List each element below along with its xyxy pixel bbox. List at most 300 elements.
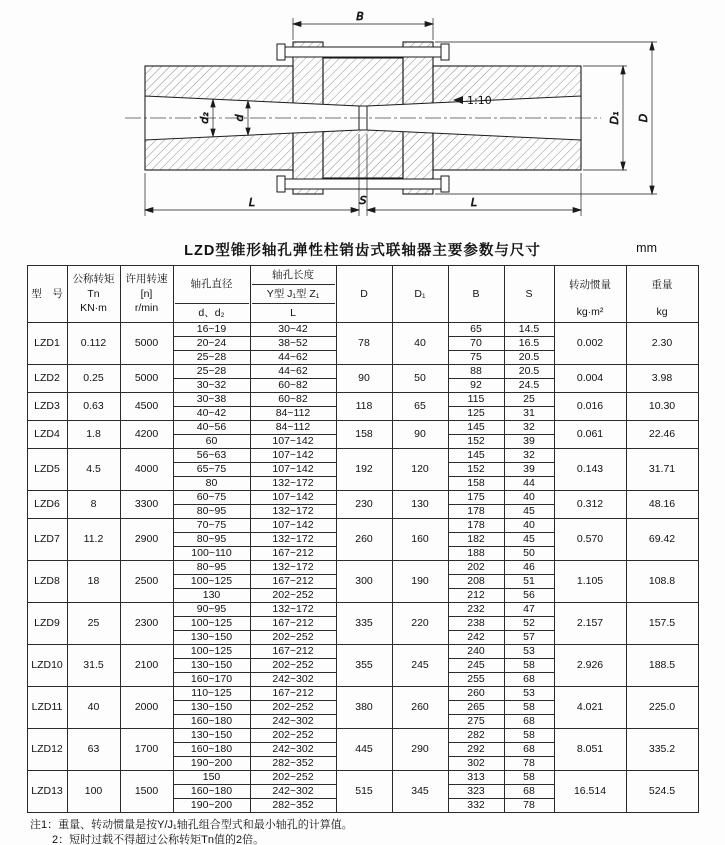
cell-bore-diameter: 20~24 bbox=[173, 337, 250, 351]
cell-D1: 260 bbox=[392, 687, 448, 729]
cell-bore-length: 38~52 bbox=[250, 337, 336, 351]
cell-S: 40 bbox=[504, 491, 554, 505]
cell-inertia: 0.061 bbox=[554, 421, 626, 449]
cell-B: 255 bbox=[448, 673, 504, 687]
cell-inertia: 1.105 bbox=[554, 561, 626, 603]
cell-speed: 5000 bbox=[120, 365, 173, 393]
header-weight-l2: kg bbox=[656, 306, 668, 318]
cell-D1: 220 bbox=[392, 603, 448, 645]
cell-B: 125 bbox=[448, 407, 504, 421]
cell-S: 14.5 bbox=[504, 323, 554, 337]
cell-weight: 3.98 bbox=[626, 365, 698, 393]
cell-weight: 157.5 bbox=[626, 603, 698, 645]
cell-S: 16.5 bbox=[504, 337, 554, 351]
cell-B: 302 bbox=[448, 757, 504, 771]
cell-weight: 31.71 bbox=[626, 449, 698, 491]
cell-bore-diameter: 160~180 bbox=[173, 743, 250, 757]
col-header-model bbox=[27, 266, 67, 323]
cell-D1: 40 bbox=[392, 323, 448, 365]
table-row bbox=[27, 687, 698, 701]
cell-B: 115 bbox=[448, 393, 504, 407]
cell-bore-length: 107~142 bbox=[250, 519, 336, 533]
cell-bore-length: 84~112 bbox=[250, 407, 336, 421]
cell-B: 70 bbox=[448, 337, 504, 351]
cell-bore-length: 167~212 bbox=[250, 547, 336, 561]
cell-torque: 18 bbox=[67, 561, 120, 603]
dim-label-s: S bbox=[359, 194, 366, 207]
cell-S: 78 bbox=[504, 757, 554, 771]
cell-S: 47 bbox=[504, 603, 554, 617]
cell-S: 31 bbox=[504, 407, 554, 421]
cell-bore-length: 202~252 bbox=[250, 659, 336, 673]
header-speed-l2: [n] bbox=[140, 287, 153, 300]
cell-D1: 345 bbox=[392, 771, 448, 813]
table-row bbox=[27, 393, 698, 407]
header-D-label: D bbox=[360, 287, 368, 300]
cell-speed: 1500 bbox=[120, 771, 173, 813]
cell-B: 260 bbox=[448, 687, 504, 701]
cell-S: 20.5 bbox=[504, 351, 554, 365]
cell-S: 58 bbox=[504, 659, 554, 673]
cell-S: 68 bbox=[504, 673, 554, 687]
cell-bore-length: 107~142 bbox=[250, 435, 336, 449]
cell-D: 445 bbox=[336, 729, 392, 771]
cell-inertia: 0.143 bbox=[554, 449, 626, 491]
table-row bbox=[27, 771, 698, 785]
cell-model: LZD2 bbox=[27, 365, 67, 393]
cell-bore-length: 132~172 bbox=[250, 533, 336, 547]
cell-bore-diameter: 25~28 bbox=[173, 351, 250, 365]
header-speed-l1: 许用转速 bbox=[125, 273, 168, 286]
header-row bbox=[27, 266, 698, 323]
cell-model: LZD5 bbox=[27, 449, 67, 491]
cell-D1: 130 bbox=[392, 491, 448, 519]
cell-bore-length: 44~62 bbox=[250, 351, 336, 365]
cell-S: 51 bbox=[504, 575, 554, 589]
cell-bore-diameter: 110~125 bbox=[173, 687, 250, 701]
cell-model: LZD10 bbox=[27, 645, 67, 687]
unit-label: mm bbox=[636, 241, 657, 255]
cell-model: LZD12 bbox=[27, 729, 67, 771]
bottom-bolt-nut bbox=[441, 176, 449, 192]
cell-bore-length: 242~302 bbox=[250, 785, 336, 799]
col-header-D1 bbox=[392, 266, 448, 323]
header-bore-dia-l2: d、d₂ bbox=[198, 307, 225, 319]
cell-D1: 160 bbox=[392, 519, 448, 561]
cell-B: 242 bbox=[448, 631, 504, 645]
cell-model: LZD1 bbox=[27, 323, 67, 365]
cell-S: 32 bbox=[504, 449, 554, 463]
cell-bore-length: 202~252 bbox=[250, 729, 336, 743]
cell-bore-diameter: 100~125 bbox=[173, 617, 250, 631]
cell-D: 118 bbox=[336, 393, 392, 421]
cell-B: 145 bbox=[448, 449, 504, 463]
cell-bore-diameter: 70~75 bbox=[173, 519, 250, 533]
cell-D: 300 bbox=[336, 561, 392, 603]
table-row bbox=[27, 729, 698, 743]
col-header-B bbox=[448, 266, 504, 323]
cell-bore-length: 132~172 bbox=[250, 505, 336, 519]
col-header-inertia bbox=[554, 266, 626, 323]
cell-B: 65 bbox=[448, 323, 504, 337]
col-header-speed bbox=[120, 266, 173, 323]
cell-inertia: 0.004 bbox=[554, 365, 626, 393]
cell-B: 332 bbox=[448, 799, 504, 813]
cell-B: 152 bbox=[448, 463, 504, 477]
cell-inertia: 0.312 bbox=[554, 491, 626, 519]
col-header-weight bbox=[626, 266, 698, 323]
cell-B: 178 bbox=[448, 519, 504, 533]
header-bore-len-l3: L bbox=[290, 307, 296, 319]
header-speed-l3: r/min bbox=[134, 302, 159, 315]
cell-S: 68 bbox=[504, 743, 554, 757]
cell-S: 45 bbox=[504, 505, 554, 519]
table-row bbox=[27, 365, 698, 379]
col-header-bore-length bbox=[250, 266, 336, 323]
cell-D1: 190 bbox=[392, 561, 448, 603]
cell-weight: 108.8 bbox=[626, 561, 698, 603]
dim-label-d1: D₁ bbox=[607, 111, 621, 125]
notes bbox=[30, 818, 725, 845]
cell-bore-diameter: 190~200 bbox=[173, 757, 250, 771]
cell-D: 355 bbox=[336, 645, 392, 687]
cell-B: 232 bbox=[448, 603, 504, 617]
cell-torque: 63 bbox=[67, 729, 120, 771]
table-row bbox=[27, 449, 698, 463]
cell-S: 53 bbox=[504, 687, 554, 701]
cell-bore-length: 132~172 bbox=[250, 603, 336, 617]
cell-D1: 290 bbox=[392, 729, 448, 771]
table-row bbox=[27, 603, 698, 617]
cell-weight: 188.5 bbox=[626, 645, 698, 687]
dim-label-d-major: D bbox=[636, 113, 650, 123]
cell-bore-length: 167~212 bbox=[250, 617, 336, 631]
cell-bore-diameter: 30~38 bbox=[173, 393, 250, 407]
header-bore-dia-l1: 轴孔直径 bbox=[175, 266, 249, 304]
dim-label-d2: d₂ bbox=[197, 112, 211, 124]
cell-bore-length: 202~252 bbox=[250, 631, 336, 645]
header-bore-len-l1: 轴孔长度 bbox=[252, 266, 335, 285]
cell-model: LZD7 bbox=[27, 519, 67, 561]
cell-S: 58 bbox=[504, 729, 554, 743]
cell-bore-length: 84~112 bbox=[250, 421, 336, 435]
cell-B: 92 bbox=[448, 379, 504, 393]
cell-B: 245 bbox=[448, 659, 504, 673]
cell-bore-length: 30~42 bbox=[250, 323, 336, 337]
coupling-drawing bbox=[33, 8, 693, 230]
cell-weight: 69.42 bbox=[626, 519, 698, 561]
cell-bore-diameter: 56~63 bbox=[173, 449, 250, 463]
cell-S: 52 bbox=[504, 617, 554, 631]
table-row bbox=[27, 561, 698, 575]
cell-bore-diameter: 80~95 bbox=[173, 561, 250, 575]
cell-bore-diameter: 130~150 bbox=[173, 701, 250, 715]
cell-bore-length: 242~302 bbox=[250, 673, 336, 687]
cell-S: 40 bbox=[504, 519, 554, 533]
cell-model: LZD4 bbox=[27, 421, 67, 449]
cell-bore-diameter: 160~170 bbox=[173, 673, 250, 687]
cell-torque: 0.63 bbox=[67, 393, 120, 421]
cell-bore-length: 167~212 bbox=[250, 645, 336, 659]
cell-torque: 11.2 bbox=[67, 519, 120, 561]
note-2: 2：短时过载不得超过公称转矩Tn值的2倍。 bbox=[52, 834, 265, 845]
cell-B: 313 bbox=[448, 771, 504, 785]
header-bore-len-l2: Y型 J₁型 Z₁ bbox=[252, 285, 335, 304]
cell-bore-length: 167~212 bbox=[250, 575, 336, 589]
cell-speed: 4200 bbox=[120, 421, 173, 449]
cell-inertia: 0.570 bbox=[554, 519, 626, 561]
cell-S: 68 bbox=[504, 785, 554, 799]
cell-inertia: 16.514 bbox=[554, 771, 626, 813]
cell-speed: 2000 bbox=[120, 687, 173, 729]
cell-model: LZD8 bbox=[27, 561, 67, 603]
cell-D: 158 bbox=[336, 421, 392, 449]
dim-b bbox=[293, 10, 433, 40]
drawing-area bbox=[33, 8, 693, 235]
cell-inertia: 2.926 bbox=[554, 645, 626, 687]
cell-speed: 4000 bbox=[120, 449, 173, 491]
cell-bore-diameter: 25~28 bbox=[173, 365, 250, 379]
cell-B: 178 bbox=[448, 505, 504, 519]
cell-inertia: 0.002 bbox=[554, 323, 626, 365]
cell-B: 182 bbox=[448, 533, 504, 547]
cell-B: 212 bbox=[448, 589, 504, 603]
cell-B: 292 bbox=[448, 743, 504, 757]
header-torque-l2: Tn bbox=[87, 287, 100, 300]
note-1: 注1：重量、转动惯量是按Y/J₁轴孔组合型式和最小轴孔的计算值。 bbox=[30, 819, 353, 831]
page-title: LZD型锥形轴孔弹性柱销齿式联轴器主要参数与尺寸 bbox=[184, 243, 541, 259]
cell-S: 78 bbox=[504, 799, 554, 813]
cell-torque: 40 bbox=[67, 687, 120, 729]
header-B-label: B bbox=[472, 287, 480, 300]
dim-label-l-left: L bbox=[248, 196, 255, 209]
cell-S: 50 bbox=[504, 547, 554, 561]
cell-weight: 335.2 bbox=[626, 729, 698, 771]
cell-torque: 25 bbox=[67, 603, 120, 645]
cell-S: 32 bbox=[504, 421, 554, 435]
dim-label-b: B bbox=[355, 10, 364, 23]
cell-D1: 90 bbox=[392, 421, 448, 449]
cell-model: LZD3 bbox=[27, 393, 67, 421]
cell-torque: 0.25 bbox=[67, 365, 120, 393]
cell-bore-diameter: 100~125 bbox=[173, 645, 250, 659]
cell-speed: 2100 bbox=[120, 645, 173, 687]
cell-bore-diameter: 90~95 bbox=[173, 603, 250, 617]
cell-S: 25 bbox=[504, 393, 554, 407]
cell-B: 88 bbox=[448, 365, 504, 379]
cell-weight: 2.30 bbox=[626, 323, 698, 365]
cell-bore-length: 107~142 bbox=[250, 449, 336, 463]
cell-bore-diameter: 150 bbox=[173, 771, 250, 785]
title-row bbox=[0, 239, 725, 259]
cell-model: LZD13 bbox=[27, 771, 67, 813]
cell-B: 323 bbox=[448, 785, 504, 799]
cell-inertia: 2.157 bbox=[554, 603, 626, 645]
cell-D: 380 bbox=[336, 687, 392, 729]
cell-bore-diameter: 30~32 bbox=[173, 379, 250, 393]
cell-D: 260 bbox=[336, 519, 392, 561]
cell-B: 240 bbox=[448, 645, 504, 659]
cell-torque: 100 bbox=[67, 771, 120, 813]
cell-S: 24.5 bbox=[504, 379, 554, 393]
cell-bore-length: 44~62 bbox=[250, 365, 336, 379]
header-D1-label: D₁ bbox=[414, 287, 426, 300]
cell-S: 20.5 bbox=[504, 365, 554, 379]
header-S-label: S bbox=[525, 287, 533, 300]
dim-label-d: d bbox=[232, 114, 246, 122]
table-row bbox=[27, 421, 698, 435]
dim-label-l-right: L bbox=[470, 196, 477, 209]
cell-speed: 2500 bbox=[120, 561, 173, 603]
cell-bore-diameter: 130 bbox=[173, 589, 250, 603]
cell-D1: 245 bbox=[392, 645, 448, 687]
cell-inertia: 8.051 bbox=[554, 729, 626, 771]
cell-bore-length: 202~252 bbox=[250, 771, 336, 785]
cell-bore-length: 167~212 bbox=[250, 687, 336, 701]
header-inertia-l1: 转动惯量 bbox=[569, 278, 611, 291]
cell-bore-length: 132~172 bbox=[250, 477, 336, 491]
cell-D: 78 bbox=[336, 323, 392, 365]
cell-bore-length: 107~142 bbox=[250, 491, 336, 505]
cell-D1: 50 bbox=[392, 365, 448, 393]
cell-D: 515 bbox=[336, 771, 392, 813]
cell-B: 275 bbox=[448, 715, 504, 729]
cell-model: LZD11 bbox=[27, 687, 67, 729]
cell-bore-diameter: 100~125 bbox=[173, 575, 250, 589]
taper-label: 1:10 bbox=[466, 94, 492, 107]
cell-speed: 3300 bbox=[120, 491, 173, 519]
cell-bore-length: 132~172 bbox=[250, 561, 336, 575]
cell-bore-diameter: 190~200 bbox=[173, 799, 250, 813]
cell-bore-diameter: 130~150 bbox=[173, 631, 250, 645]
cell-S: 44 bbox=[504, 477, 554, 491]
cell-D: 192 bbox=[336, 449, 392, 491]
spec-table bbox=[27, 265, 699, 813]
cell-torque: 8 bbox=[67, 491, 120, 519]
top-bolt-nut bbox=[441, 44, 449, 60]
col-header-S bbox=[504, 266, 554, 323]
cell-B: 202 bbox=[448, 561, 504, 575]
header-inertia-l2: kg·m² bbox=[576, 306, 604, 318]
cell-D: 230 bbox=[336, 491, 392, 519]
top-bolt-shaft bbox=[285, 47, 441, 57]
cell-bore-length: 202~252 bbox=[250, 701, 336, 715]
cell-B: 265 bbox=[448, 701, 504, 715]
cell-bore-length: 107~142 bbox=[250, 463, 336, 477]
cell-D: 335 bbox=[336, 603, 392, 645]
cell-bore-length: 60~82 bbox=[250, 379, 336, 393]
cell-B: 75 bbox=[448, 351, 504, 365]
cell-speed: 4500 bbox=[120, 393, 173, 421]
cell-weight: 225.0 bbox=[626, 687, 698, 729]
cell-torque: 4.5 bbox=[67, 449, 120, 491]
cell-torque: 1.8 bbox=[67, 421, 120, 449]
cell-B: 175 bbox=[448, 491, 504, 505]
cell-S: 57 bbox=[504, 631, 554, 645]
cell-bore-diameter: 80 bbox=[173, 477, 250, 491]
cell-B: 158 bbox=[448, 477, 504, 491]
cell-torque: 0.112 bbox=[67, 323, 120, 365]
header-model-label: 型 号 bbox=[31, 287, 63, 300]
cell-S: 58 bbox=[504, 771, 554, 785]
cell-bore-length: 60~82 bbox=[250, 393, 336, 407]
cell-B: 152 bbox=[448, 435, 504, 449]
cell-B: 188 bbox=[448, 547, 504, 561]
cell-S: 39 bbox=[504, 435, 554, 449]
table-row bbox=[27, 491, 698, 505]
cell-speed: 5000 bbox=[120, 323, 173, 365]
cell-bore-length: 242~302 bbox=[250, 743, 336, 757]
cell-bore-diameter: 40~56 bbox=[173, 421, 250, 435]
cell-weight: 48.16 bbox=[626, 491, 698, 519]
bottom-bolt-shaft bbox=[285, 179, 441, 189]
cell-speed: 2300 bbox=[120, 603, 173, 645]
top-bolt-head bbox=[277, 44, 285, 60]
cell-bore-diameter: 60~75 bbox=[173, 491, 250, 505]
col-header-torque bbox=[67, 266, 120, 323]
cell-bore-diameter: 16~19 bbox=[173, 323, 250, 337]
header-torque-l1: 公称转矩 bbox=[72, 273, 115, 286]
cell-bore-length: 282~352 bbox=[250, 757, 336, 771]
cell-bore-diameter: 80~95 bbox=[173, 505, 250, 519]
cell-D1: 65 bbox=[392, 393, 448, 421]
cell-S: 56 bbox=[504, 589, 554, 603]
cell-weight: 524.5 bbox=[626, 771, 698, 813]
cell-torque: 31.5 bbox=[67, 645, 120, 687]
bottom-bolt-head bbox=[277, 176, 285, 192]
cell-bore-diameter: 130~150 bbox=[173, 659, 250, 673]
cell-bore-diameter: 130~150 bbox=[173, 729, 250, 743]
table-body bbox=[27, 323, 698, 813]
cell-weight: 22.46 bbox=[626, 421, 698, 449]
cell-S: 45 bbox=[504, 533, 554, 547]
cell-S: 39 bbox=[504, 463, 554, 477]
cell-inertia: 4.021 bbox=[554, 687, 626, 729]
cell-D: 90 bbox=[336, 365, 392, 393]
cell-B: 282 bbox=[448, 729, 504, 743]
cell-S: 68 bbox=[504, 715, 554, 729]
cell-bore-length: 282~352 bbox=[250, 799, 336, 813]
cell-B: 238 bbox=[448, 617, 504, 631]
header-weight-l1: 重量 bbox=[651, 278, 673, 291]
cell-S: 53 bbox=[504, 645, 554, 659]
cell-B: 145 bbox=[448, 421, 504, 435]
cell-B: 208 bbox=[448, 575, 504, 589]
cell-model: LZD9 bbox=[27, 603, 67, 645]
cell-bore-diameter: 60 bbox=[173, 435, 250, 449]
cell-bore-length: 202~252 bbox=[250, 589, 336, 603]
col-header-bore-diameter bbox=[173, 266, 250, 323]
cell-S: 58 bbox=[504, 701, 554, 715]
table-row bbox=[27, 645, 698, 659]
table-row bbox=[27, 519, 698, 533]
cell-speed: 1700 bbox=[120, 729, 173, 771]
cell-weight: 10.30 bbox=[626, 393, 698, 421]
cell-bore-diameter: 65~75 bbox=[173, 463, 250, 477]
col-header-D bbox=[336, 266, 392, 323]
cell-bore-diameter: 80~95 bbox=[173, 533, 250, 547]
cell-D1: 120 bbox=[392, 449, 448, 491]
cell-inertia: 0.016 bbox=[554, 393, 626, 421]
cell-model: LZD6 bbox=[27, 491, 67, 519]
table-row bbox=[27, 323, 698, 337]
cell-bore-diameter: 160~180 bbox=[173, 715, 250, 729]
cell-bore-diameter: 40~42 bbox=[173, 407, 250, 421]
cell-bore-diameter: 160~180 bbox=[173, 785, 250, 799]
cell-speed: 2900 bbox=[120, 519, 173, 561]
cell-bore-length: 242~302 bbox=[250, 715, 336, 729]
cell-bore-diameter: 100~110 bbox=[173, 547, 250, 561]
